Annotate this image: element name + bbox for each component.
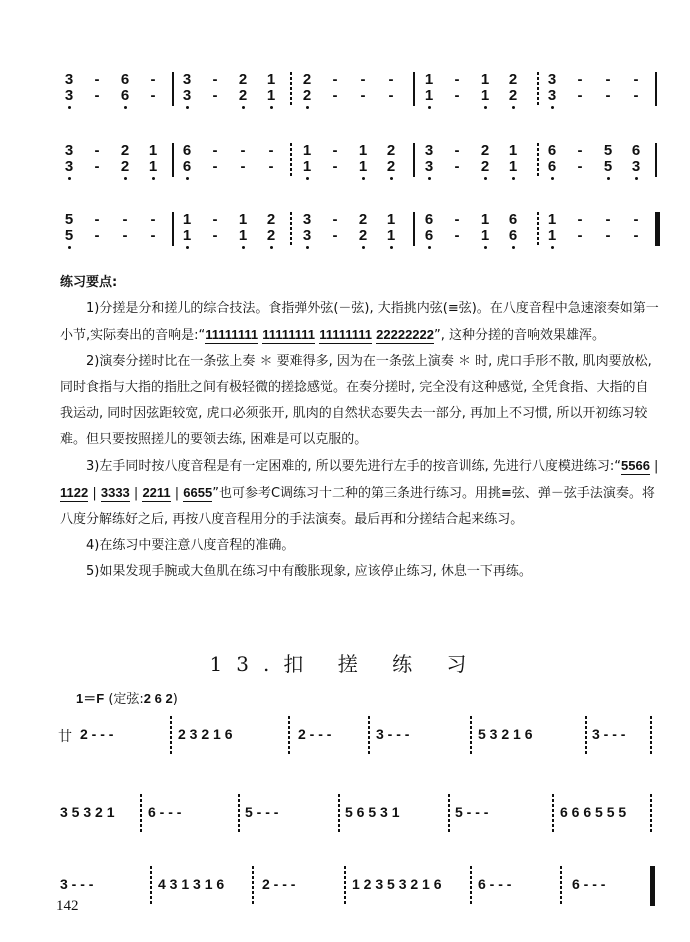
- lower-note: -: [577, 158, 583, 175]
- note-paragraph-2: 2)演奏分搓时比在一条弦上奏 ＊ 要难得多, 因为在一条弦上演奏 ＊ 时, 虎口手形不散, 肌肉要放松, 同时食指与大指的指肚之间有极轻微的搓捻感觉。在奏分搓时, 完全没有这种感觉, 全凭食指、大指的自我运动, 同时因弦距较宽, 虎口必须张开, 肌肉的自然状态要失去一部分, 再加上不习惯, 所以开初练习较难。但只要按照搓儿的要领去练, 困难是可以克服的。: [60, 354, 652, 447]
- lower-note: -: [577, 87, 583, 104]
- upper-note: 1: [480, 71, 490, 88]
- lower-note: 1: [384, 228, 398, 243]
- barline: [537, 143, 539, 177]
- barline: [170, 716, 172, 756]
- note-3-text-b: ”也可参考C调练习十二种的第三条进行练习。用挑≡弦、弹－弦手法演奏。将八度分解练好之后, 再按八度音程用分的手法演奏。最后再和分搓结合起来练习。: [60, 486, 655, 527]
- lower-note: -: [454, 87, 460, 104]
- upper-note: 1: [386, 211, 396, 228]
- lower-note: -: [212, 87, 218, 104]
- upper-note: 2: [480, 142, 490, 159]
- final-barline: [650, 866, 655, 906]
- lower-note: 6: [506, 228, 520, 243]
- upper-note: 2: [302, 71, 312, 88]
- lower-note: -: [122, 227, 128, 244]
- upper-note: -: [605, 71, 611, 88]
- upper-note: 3: [424, 142, 434, 159]
- exercise-line: [0, 712, 690, 762]
- upper-note: 1: [480, 211, 490, 228]
- lower-note: -: [150, 227, 156, 244]
- note-paragraph-4: 4)在练习中要注意八度音程的准确。: [86, 538, 295, 553]
- lower-note: 1: [236, 228, 250, 243]
- lower-note: 3: [545, 88, 559, 103]
- start-marker: 廿: [58, 729, 72, 745]
- upper-note: -: [94, 142, 100, 159]
- upper-note: 1: [266, 71, 276, 88]
- upper-note: 2: [508, 71, 518, 88]
- barline: [650, 794, 652, 834]
- upper-note: 2: [386, 142, 396, 159]
- lower-note: 1: [180, 228, 194, 243]
- measure-notes: 5 - - -: [245, 804, 279, 820]
- barline: [172, 212, 174, 246]
- sound-seq-2: 11111111: [262, 327, 316, 342]
- lower-note: -: [454, 158, 460, 175]
- lower-note: -: [94, 158, 100, 175]
- barline: [537, 212, 539, 246]
- measure-notes: 6 - - -: [148, 804, 182, 820]
- lower-note: 3: [300, 228, 314, 243]
- lower-note: 2: [356, 228, 370, 243]
- upper-note: 5: [64, 211, 74, 228]
- upper-note: 2: [266, 211, 276, 228]
- barline: [560, 866, 562, 906]
- note-3-text-a: 3)左手同时按八度音程是有一定困难的, 所以要先进行左手的按音训练, 先进行八度模进练习:“: [86, 459, 621, 474]
- measure-notes: 3 - - -: [60, 876, 94, 892]
- lower-note: 2: [118, 159, 132, 174]
- measure-notes: 3 5 3 2 1: [60, 804, 115, 820]
- upper-note: -: [605, 211, 611, 228]
- lower-note: 2: [236, 88, 250, 103]
- upper-note: 3: [64, 142, 74, 159]
- sound-seq-4: 22222222: [376, 327, 434, 342]
- upper-note: -: [360, 71, 366, 88]
- upper-note: -: [94, 211, 100, 228]
- barline: [238, 794, 240, 834]
- lower-note: 2: [264, 228, 278, 243]
- upper-note: 1: [547, 211, 557, 228]
- final-barline: [655, 212, 660, 246]
- upper-note: 5: [603, 142, 613, 159]
- lower-note: 2: [300, 88, 314, 103]
- barline: [413, 72, 415, 106]
- upper-note: -: [332, 142, 338, 159]
- measure-notes: 6 - - -: [572, 876, 606, 892]
- score-system: [0, 212, 690, 272]
- note-paragraph-5: 5)如果发现手腕或大鱼肌在练习中有酸胀现象, 应该停止练习, 休息一下再练。: [86, 564, 532, 579]
- lower-note: -: [94, 87, 100, 104]
- lower-note: 3: [422, 159, 436, 174]
- upper-note: 1: [508, 142, 518, 159]
- lower-note: 2: [384, 159, 398, 174]
- measure-notes: 3 - - -: [592, 726, 626, 742]
- barline: [368, 716, 370, 756]
- upper-note: 3: [547, 71, 557, 88]
- measure-notes: 1 2 3 5 3 2 1 6: [352, 876, 442, 892]
- note-paragraph-3: 3)左手同时按八度音程是有一定困难的, 所以要先进行左手的按音训练, 先进行八度模进练习:“5566 | 1122 | 3333 | 2211 | 6655”也可参考C调练习十二种的第三条进行练习。用挑≡弦、弹－弦手法演奏。将八度分解练好之后, 再按八度音程用分的手法演奏。最后再和分搓结合起来练习。: [60, 458, 659, 527]
- upper-note: -: [454, 142, 460, 159]
- barline: [172, 72, 174, 106]
- barline: [338, 794, 340, 834]
- lower-note: -: [605, 87, 611, 104]
- measure-notes: 2 - - -: [262, 876, 296, 892]
- lower-note: 1: [478, 88, 492, 103]
- measure-notes: 4 3 1 3 1 6: [158, 876, 225, 892]
- measure-notes: 2 - - -: [80, 726, 114, 742]
- octave-seq-3: 3333: [100, 485, 130, 500]
- sound-seq-1: 11111111: [205, 327, 259, 342]
- barline: [290, 143, 292, 177]
- barline: [252, 866, 254, 906]
- upper-note: -: [212, 71, 218, 88]
- lower-note: 1: [264, 88, 278, 103]
- upper-note: -: [577, 71, 583, 88]
- upper-note: 2: [120, 142, 130, 159]
- lower-note: -: [454, 227, 460, 244]
- score-system: [0, 72, 690, 132]
- upper-note: -: [332, 71, 338, 88]
- upper-note: -: [388, 71, 394, 88]
- barline: [448, 794, 450, 834]
- score-system: [0, 143, 690, 203]
- barline: [537, 72, 539, 106]
- upper-note: 3: [302, 211, 312, 228]
- lower-note: -: [94, 227, 100, 244]
- upper-note: -: [633, 211, 639, 228]
- upper-note: -: [212, 142, 218, 159]
- barline: [655, 143, 657, 177]
- upper-note: 6: [547, 142, 557, 159]
- lower-note: 3: [62, 88, 76, 103]
- octave-seq-2: 1122: [60, 485, 89, 500]
- upper-note: 6: [182, 142, 192, 159]
- lower-note: -: [577, 227, 583, 244]
- lower-note: 6: [118, 88, 132, 103]
- sound-seq-3: 11111111: [319, 327, 373, 342]
- notes-title: 练习要点:: [60, 275, 118, 290]
- lower-note: 1: [422, 88, 436, 103]
- upper-note: -: [577, 142, 583, 159]
- barline: [470, 866, 472, 906]
- barline: [172, 143, 174, 177]
- lower-note: -: [240, 158, 246, 175]
- measure-notes: 2 3 2 1 6: [178, 726, 233, 742]
- lower-note: -: [360, 87, 366, 104]
- lower-note: -: [332, 227, 338, 244]
- octave-seq-5: 6655: [183, 485, 213, 500]
- upper-note: 1: [238, 211, 248, 228]
- upper-note: 3: [64, 71, 74, 88]
- lower-note: 3: [629, 159, 643, 174]
- lower-note: 2: [478, 159, 492, 174]
- upper-note: -: [454, 71, 460, 88]
- upper-note: -: [150, 71, 156, 88]
- upper-note: -: [150, 211, 156, 228]
- barline: [655, 72, 657, 106]
- page-number: 142: [56, 898, 79, 914]
- upper-note: -: [212, 211, 218, 228]
- lower-note: -: [212, 227, 218, 244]
- barline: [140, 794, 142, 834]
- lower-note: 1: [356, 159, 370, 174]
- lower-note: -: [605, 227, 611, 244]
- upper-note: -: [268, 142, 274, 159]
- measure-notes: 2 - - -: [298, 726, 332, 742]
- barline: [552, 794, 554, 834]
- barline: [288, 716, 290, 756]
- upper-note: 1: [424, 71, 434, 88]
- upper-note: -: [94, 71, 100, 88]
- lower-note: 1: [478, 228, 492, 243]
- lower-note: 3: [180, 88, 194, 103]
- lower-note: 5: [601, 159, 615, 174]
- note-paragraph-1: [60, 296, 660, 349]
- exercise-title: 13.扣 搓 练 习: [209, 652, 481, 676]
- key-signature: [76, 688, 178, 707]
- upper-note: 2: [238, 71, 248, 88]
- measure-notes: 6 - - -: [478, 876, 512, 892]
- measure-notes: 5 6 5 3 1: [345, 804, 400, 820]
- lower-note: -: [150, 87, 156, 104]
- lower-note: -: [388, 87, 394, 104]
- note-1-text-b: ”, 这种分搓的音响效果雄浑。: [434, 328, 605, 343]
- lower-note: 5: [62, 228, 76, 243]
- upper-note: 6: [120, 71, 130, 88]
- tuning-notes: 2 6 2: [143, 691, 173, 706]
- barline: [413, 143, 415, 177]
- lower-note: 1: [506, 159, 520, 174]
- barline: [290, 212, 292, 246]
- lower-note: -: [633, 227, 639, 244]
- lower-note: 6: [180, 159, 194, 174]
- upper-note: -: [577, 211, 583, 228]
- upper-note: 6: [508, 211, 518, 228]
- barline: [413, 212, 415, 246]
- barline: [470, 716, 472, 756]
- upper-note: -: [332, 211, 338, 228]
- barline: [150, 866, 152, 906]
- measure-notes: 6 6 6 5 5 5: [560, 804, 627, 820]
- note-1-text-a: 1)分搓是分和搓儿的综合技法。食指弹外弦(－弦), 大指挑内弦(≡弦)。在八度音程中急速滚奏如第一小节,实际奏出的音响是:“: [60, 301, 659, 343]
- exercise-line: [0, 790, 690, 840]
- upper-note: 1: [302, 142, 312, 159]
- lower-note: -: [268, 158, 274, 175]
- exercise-line: [0, 862, 690, 912]
- upper-note: 1: [358, 142, 368, 159]
- lower-note: 2: [506, 88, 520, 103]
- upper-note: -: [454, 211, 460, 228]
- lower-note: -: [633, 87, 639, 104]
- key-label: 1＝F: [76, 691, 105, 706]
- lower-note: 1: [300, 159, 314, 174]
- octave-seq-4: 2211: [142, 485, 171, 500]
- lower-note: 1: [545, 228, 559, 243]
- measure-notes: 5 - - -: [455, 804, 489, 820]
- upper-note: 1: [148, 142, 158, 159]
- upper-note: 2: [358, 211, 368, 228]
- upper-note: 6: [631, 142, 641, 159]
- tuning-label: (定弦:: [108, 692, 144, 707]
- barline: [290, 72, 292, 106]
- upper-note: 1: [182, 211, 192, 228]
- lower-note: 1: [146, 159, 160, 174]
- upper-note: -: [633, 71, 639, 88]
- lower-note: -: [212, 158, 218, 175]
- lower-note: -: [332, 87, 338, 104]
- barline: [585, 716, 587, 756]
- upper-note: -: [240, 142, 246, 159]
- lower-note: 6: [422, 228, 436, 243]
- barline: [344, 866, 346, 906]
- upper-note: -: [122, 211, 128, 228]
- tuning-close: ): [172, 692, 178, 707]
- octave-seq-1: 5566: [621, 458, 650, 473]
- lower-note: -: [332, 158, 338, 175]
- lower-note: 6: [545, 159, 559, 174]
- lower-note: 3: [62, 159, 76, 174]
- upper-note: 3: [182, 71, 192, 88]
- measure-notes: 5 3 2 1 6: [478, 726, 533, 742]
- practice-notes: [60, 270, 660, 585]
- barline: [650, 716, 652, 756]
- upper-note: 6: [424, 211, 434, 228]
- measure-notes: 3 - - -: [376, 726, 410, 742]
